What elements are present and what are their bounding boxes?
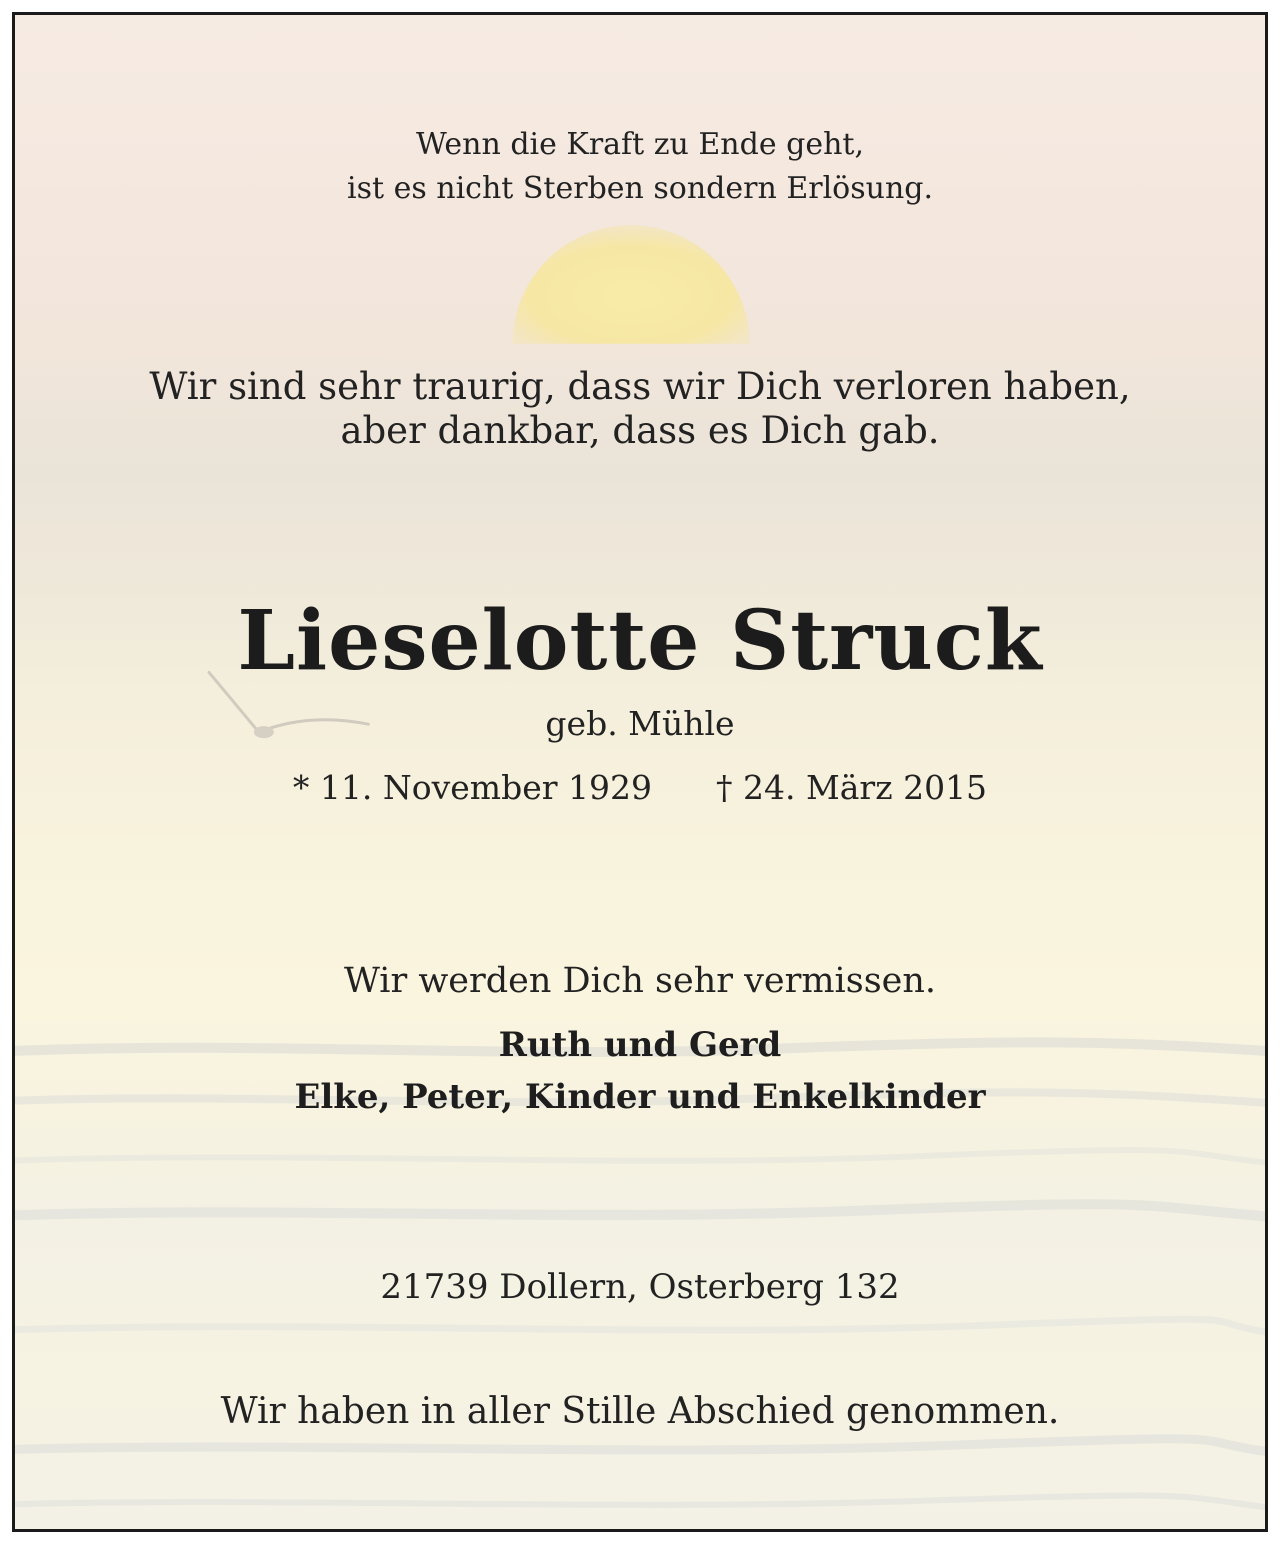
deceased-name: Lieselotte Struck — [237, 593, 1043, 689]
life-dates — [15, 767, 1265, 809]
miss-statement: Wir werden Dich sehr vermissen. — [343, 961, 937, 1001]
mourners — [15, 1019, 1265, 1123]
maiden-name: geb. Mühle — [545, 704, 735, 743]
address: 21739 Dollern, Osterberg 132 — [380, 1267, 900, 1307]
sorrow-line: Wir sind sehr traurig, dass wir Dich verloren haben, — [149, 365, 1131, 408]
obituary-notice — [12, 12, 1268, 1532]
closing-statement: Wir haben in aller Stille Abschied genommen. — [220, 1391, 1060, 1432]
sunset-sun-icon — [513, 225, 750, 344]
quote-line: ist es nicht Sterben sondern Erlösung. — [346, 171, 934, 206]
opening-quote — [15, 123, 1265, 211]
birth-date: * 11. November 1929 — [292, 768, 652, 807]
sorrow-statement — [15, 365, 1265, 453]
death-date: † 24. März 2015 — [716, 768, 988, 807]
sorrow-line: aber dankbar, dass es Dich gab. — [340, 409, 940, 452]
mourner-line: Ruth und Gerd — [498, 1025, 782, 1065]
quote-line: Wenn die Kraft zu Ende geht, — [416, 127, 864, 162]
mourner-line: Elke, Peter, Kinder und Enkelkinder — [294, 1077, 986, 1117]
